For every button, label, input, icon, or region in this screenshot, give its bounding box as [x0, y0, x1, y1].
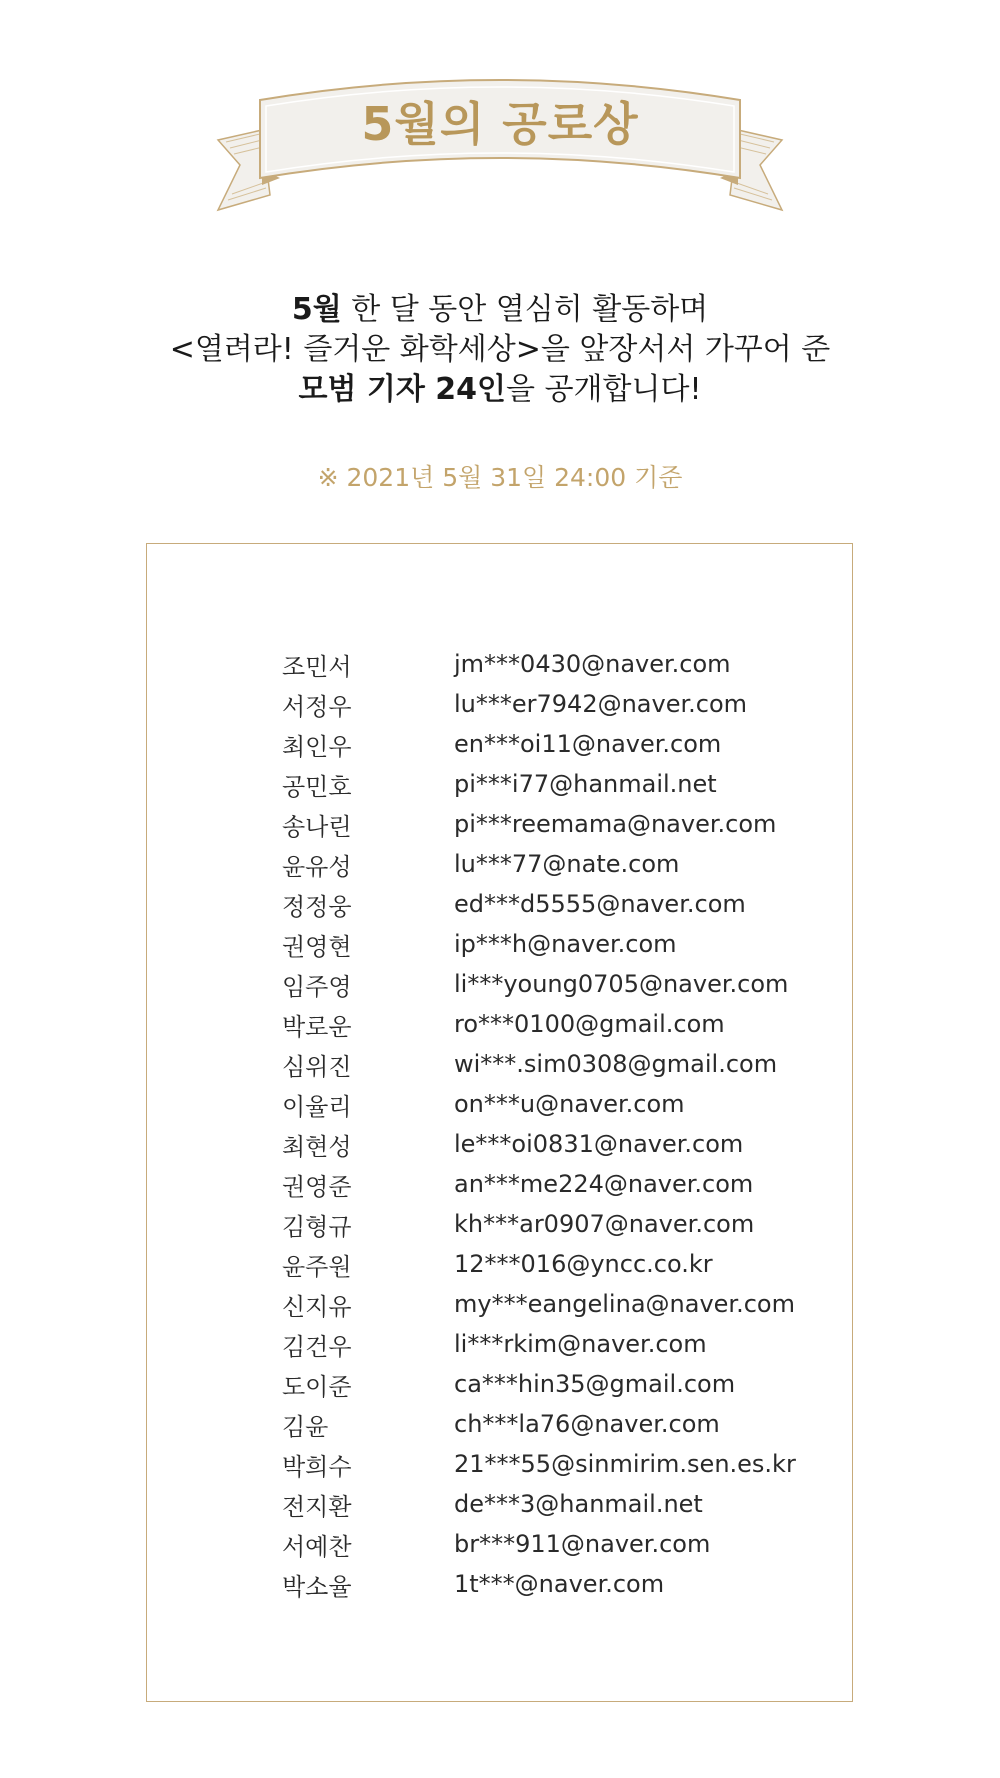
intro-line-1-rest: 한 달 동안 열심히 활동하며 — [341, 292, 709, 327]
winner-email: ch***la76@naver.com — [454, 1410, 720, 1438]
winner-row — [282, 1164, 802, 1204]
winner-email: le***oi0831@naver.com — [454, 1130, 744, 1158]
winner-email: ed***d5555@naver.com — [454, 890, 746, 918]
basis-date-note: ※ 2021년 5월 31일 24:00 기준 — [317, 463, 683, 492]
winner-email: jm***0430@naver.com — [454, 650, 731, 678]
winner-email: kh***ar0907@naver.com — [454, 1210, 755, 1238]
winner-name: 권영준 — [282, 1172, 352, 1201]
winner-row — [282, 924, 802, 964]
winner-row — [282, 1244, 802, 1284]
winner-name: 박소율 — [282, 1572, 352, 1601]
winner-row — [282, 1364, 802, 1404]
winner-name: 김형규 — [282, 1212, 352, 1241]
winner-row — [282, 1124, 802, 1164]
intro-month: 5월 — [291, 292, 342, 327]
intro-line-1 — [0, 290, 1000, 330]
winner-row — [282, 1004, 802, 1044]
winner-email: my***eangelina@naver.com — [454, 1290, 795, 1318]
winner-name: 최현성 — [282, 1132, 352, 1161]
winner-email: ca***hin35@gmail.com — [454, 1370, 736, 1398]
winner-row — [282, 724, 802, 764]
winner-name: 전지환 — [282, 1492, 352, 1521]
winner-row — [282, 1484, 802, 1524]
winner-name: 최인우 — [282, 732, 352, 761]
winner-name: 심위진 — [282, 1052, 352, 1081]
intro-line-3-rest: 을 공개합니다! — [506, 372, 702, 407]
winner-row — [282, 644, 802, 684]
winner-email: lu***er7942@naver.com — [454, 690, 748, 718]
winner-row — [282, 1324, 802, 1364]
winner-row — [282, 844, 802, 884]
winner-name: 윤유성 — [282, 852, 352, 881]
intro-line-3 — [0, 370, 1000, 410]
winner-row — [282, 1524, 802, 1564]
winner-email: wi***.sim0308@gmail.com — [454, 1050, 778, 1078]
winner-row — [282, 1084, 802, 1124]
winner-email: 21***55@sinmirim.sen.es.kr — [454, 1450, 796, 1478]
winner-name: 서정우 — [282, 692, 352, 721]
winner-name: 공민호 — [282, 772, 352, 801]
winner-email: ip***h@naver.com — [454, 930, 677, 958]
winner-email: en***oi11@naver.com — [454, 730, 722, 758]
intro-highlight: 모범 기자 24인 — [298, 372, 507, 407]
winner-email: 12***016@yncc.co.kr — [454, 1250, 713, 1278]
winner-row — [282, 1204, 802, 1244]
award-banner — [210, 60, 790, 220]
winner-row — [282, 1564, 802, 1604]
winner-email: de***3@hanmail.net — [454, 1490, 703, 1518]
winner-name: 서예찬 — [282, 1532, 352, 1561]
winner-email: ro***0100@gmail.com — [454, 1010, 725, 1038]
winner-email: li***rkim@naver.com — [454, 1330, 707, 1358]
winner-name: 도이준 — [282, 1372, 352, 1401]
winner-row — [282, 884, 802, 924]
winner-row — [282, 1404, 802, 1444]
winner-email: lu***77@nate.com — [454, 850, 680, 878]
winner-email: li***young0705@naver.com — [454, 970, 789, 998]
winner-email: an***me224@naver.com — [454, 1170, 754, 1198]
winner-name: 이율리 — [282, 1092, 352, 1121]
winner-row — [282, 1444, 802, 1484]
winner-email: pi***reemama@naver.com — [454, 810, 777, 838]
winner-email: on***u@naver.com — [454, 1090, 685, 1118]
winner-name: 송나린 — [282, 812, 352, 841]
winner-email: pi***i77@hanmail.net — [454, 770, 717, 798]
winner-row — [282, 684, 802, 724]
winner-name: 김건우 — [282, 1332, 352, 1361]
winner-name: 조민서 — [282, 652, 352, 681]
winner-name: 박로운 — [282, 1012, 352, 1041]
winner-row — [282, 964, 802, 1004]
intro-line-2: <열려라! 즐거운 화학세상>을 앞장서서 가꾸어 준 — [169, 332, 831, 367]
winner-email: br***911@naver.com — [454, 1530, 711, 1558]
winner-name: 김윤 — [282, 1412, 329, 1441]
winner-row — [282, 804, 802, 844]
winner-list-box — [146, 543, 853, 1702]
winner-row — [282, 764, 802, 804]
winner-row — [282, 1284, 802, 1324]
winner-name: 윤주원 — [282, 1252, 352, 1281]
winner-name: 박희수 — [282, 1452, 352, 1481]
winner-name: 신지유 — [282, 1292, 352, 1321]
winner-name: 정정웅 — [282, 892, 352, 921]
winner-name: 권영현 — [282, 932, 352, 961]
winner-email: 1t***@naver.com — [454, 1570, 665, 1598]
winner-name: 임주영 — [282, 972, 352, 1001]
intro-text — [0, 290, 1000, 410]
winner-row — [282, 1044, 802, 1084]
banner-title: 5월의 공로상 — [361, 97, 639, 151]
winner-list — [282, 644, 802, 1604]
